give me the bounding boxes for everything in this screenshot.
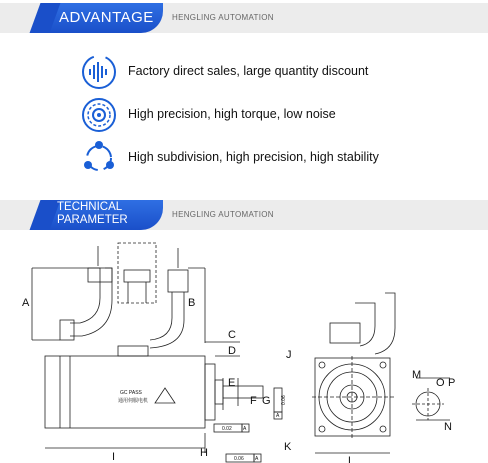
technical-subtitle: HENGLING AUTOMATION <box>172 210 274 219</box>
technical-title <box>57 201 128 227</box>
sound-wave-icon <box>80 53 118 91</box>
dim-label-e: E <box>228 377 236 389</box>
tolerance-value-2: 0.06 <box>234 456 244 462</box>
dim-label-k: K <box>284 441 292 453</box>
dim-label-m: M <box>412 369 422 381</box>
dim-label-f: F <box>250 395 257 407</box>
dim-label-n: N <box>444 421 452 433</box>
advantage-title-pill <box>45 3 163 33</box>
dim-label-p: P <box>448 377 456 389</box>
dim-label-o: O <box>436 377 445 389</box>
dim-label-c: C <box>228 329 236 341</box>
tolerance-value-1: 0.02 <box>222 426 232 432</box>
technical-header <box>0 200 488 230</box>
feature-item <box>80 96 480 136</box>
dim-label-b: B <box>188 297 196 309</box>
dim-label-g: G <box>262 395 271 407</box>
feature-item <box>80 53 480 93</box>
advantage-subtitle: HENGLING AUTOMATION <box>172 13 274 22</box>
feature-text: High precision, high torque, low noise <box>128 107 336 121</box>
advantage-title: ADVANTAGE <box>59 9 154 26</box>
tolerance-ref-2: A <box>255 456 259 462</box>
nameplate-top: GC PASS <box>120 390 142 396</box>
technical-title-line1: TECHNICAL <box>57 201 123 213</box>
dim-label-a: A <box>22 297 30 309</box>
advantage-header <box>0 3 488 33</box>
tolerance-ref-3: A <box>276 413 280 419</box>
feature-text: Factory direct sales, large quantity discount <box>128 64 369 78</box>
dim-label-l: L <box>348 455 355 463</box>
cycle-network-icon <box>80 139 118 177</box>
technical-title-pill <box>45 200 163 230</box>
tolerance-value-3: 0.06 <box>281 395 287 405</box>
gear-radial-icon <box>80 96 118 134</box>
feature-text: High subdivision, high precision, high stability <box>128 150 379 164</box>
servo-motor-drawing <box>0 238 488 463</box>
nameplate-bottom: 通用伺服电机 <box>118 398 149 404</box>
dim-label-d: D <box>228 345 236 357</box>
dim-label-h: H <box>200 447 208 459</box>
dim-label-j: J <box>286 349 292 361</box>
dim-label-i: I <box>112 451 116 463</box>
feature-item <box>80 139 480 179</box>
technical-title-line2: PARAMETER <box>57 214 128 226</box>
tolerance-ref-1: A <box>243 426 247 432</box>
